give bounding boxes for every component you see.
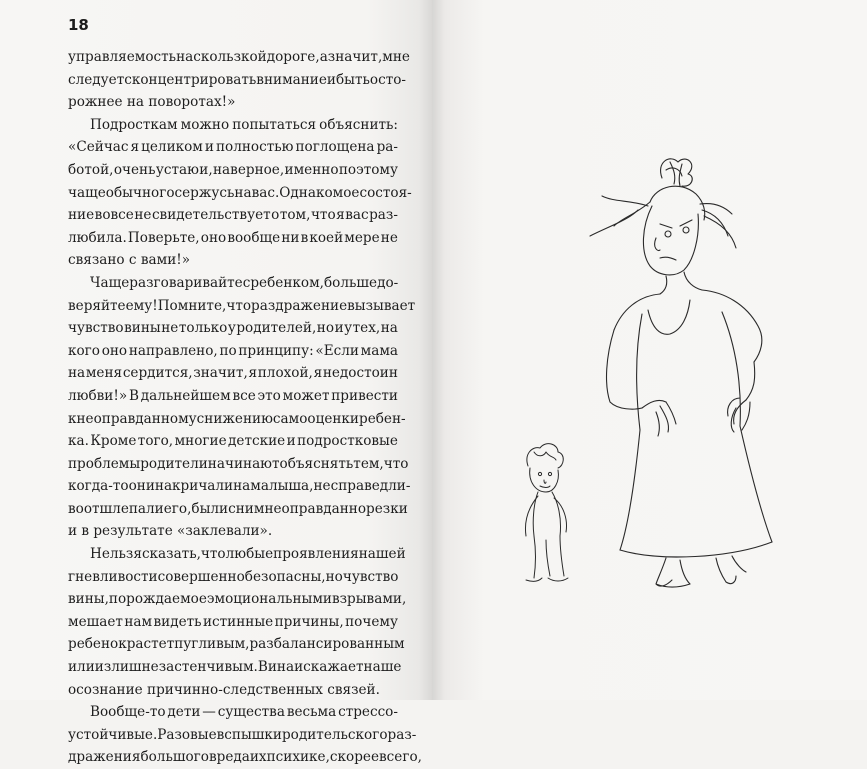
word: и — [204, 139, 214, 156]
word: мне — [382, 49, 410, 65]
word: взрывами, — [331, 591, 407, 608]
word: это — [257, 387, 281, 404]
text-line — [68, 656, 402, 679]
word: плохой, — [257, 365, 313, 382]
word: не — [161, 320, 179, 337]
word: нашей — [358, 546, 406, 563]
word: кого — [68, 342, 100, 359]
word: не — [380, 229, 398, 246]
text-line — [68, 385, 398, 408]
word: с — [242, 274, 251, 291]
text-line — [68, 159, 398, 182]
word: вины, — [68, 591, 109, 608]
word: управляемость — [68, 49, 177, 65]
word: ботой, — [68, 161, 114, 178]
word: Вина — [257, 659, 295, 676]
word: осто- — [369, 71, 407, 88]
page-number: 18 — [68, 16, 89, 34]
woman-hair — [590, 159, 736, 248]
text-line — [68, 633, 405, 656]
word: весьма — [286, 704, 337, 721]
word: — — [202, 704, 216, 721]
word: эмоциональными — [206, 591, 332, 608]
word: разговаривайте — [129, 274, 243, 291]
text-line — [68, 475, 411, 498]
word: того, — [137, 433, 174, 450]
word: значит, — [193, 365, 248, 382]
text-line: связано с вами!» — [68, 252, 191, 269]
word: но — [325, 568, 343, 585]
word: целиком — [141, 139, 203, 156]
word: я — [313, 365, 323, 382]
word: по — [219, 342, 237, 359]
word: наше — [363, 659, 402, 676]
word: застенчивым. — [158, 659, 258, 676]
word: родители — [140, 455, 208, 472]
text-line — [68, 724, 417, 747]
word: неоправданному — [76, 410, 197, 427]
word: мама — [360, 342, 398, 359]
word: на — [234, 184, 252, 201]
word: раз- — [369, 207, 398, 224]
word: дражения — [68, 749, 141, 766]
word: все — [232, 387, 256, 404]
word: очень — [113, 161, 156, 178]
word: и — [334, 320, 344, 337]
word: вас. — [251, 184, 280, 201]
word: чаще — [68, 184, 106, 201]
word: большого — [140, 749, 209, 766]
word: и, — [199, 161, 213, 178]
word: значит, — [327, 49, 383, 65]
word: что — [310, 207, 336, 224]
word: ребенок — [68, 636, 127, 653]
word: принципу: — [238, 342, 314, 359]
word: ему! — [125, 297, 158, 314]
word: порождаемое — [108, 591, 207, 608]
word: во — [68, 500, 84, 517]
text-line — [68, 746, 422, 769]
text-line — [68, 701, 398, 724]
word: разбалансированным — [249, 636, 405, 653]
word: мере — [344, 229, 380, 246]
word: следует — [68, 71, 125, 88]
word: состоя- — [359, 184, 412, 201]
word: самооценки — [272, 410, 359, 427]
word: веряйте — [68, 297, 126, 314]
word: малыша, — [250, 478, 314, 495]
word: ребен- — [359, 410, 406, 427]
text-line — [68, 543, 406, 566]
word: поэтому — [338, 161, 398, 178]
word: поглощена — [295, 139, 375, 156]
word: на — [68, 365, 86, 382]
text-line — [68, 611, 398, 634]
word: или — [68, 659, 95, 676]
word: В — [128, 387, 139, 404]
word: сержусь — [174, 184, 235, 201]
word: недостоин — [322, 365, 398, 382]
word: том, — [279, 207, 311, 224]
text-line — [68, 114, 398, 137]
word: дальнейшем — [140, 387, 231, 404]
word: накричали — [154, 478, 234, 495]
word: «Если — [315, 342, 359, 359]
word: именно — [284, 161, 339, 178]
word: больше — [323, 274, 378, 291]
word: скорее — [329, 749, 380, 766]
word: направлено, — [128, 342, 218, 359]
word: детские — [228, 433, 286, 450]
word: существа — [217, 704, 285, 721]
text-line — [68, 317, 398, 340]
word: объяснить: — [319, 116, 398, 133]
child-figure — [526, 444, 569, 582]
word: раз- — [387, 726, 417, 743]
left-page — [0, 0, 432, 766]
word: можно — [180, 116, 230, 133]
word: они — [128, 478, 155, 495]
word: стрессо- — [338, 704, 398, 721]
text-line — [68, 204, 398, 227]
word: я — [248, 365, 258, 382]
word: вспышки — [216, 726, 282, 743]
word: начинают — [207, 455, 280, 472]
word: нам — [124, 613, 153, 630]
word: его, — [163, 500, 192, 517]
word: оно — [101, 342, 128, 359]
word: но — [316, 320, 335, 337]
word: любви!» — [68, 387, 128, 404]
word: раздражение — [251, 297, 348, 314]
word: ние — [68, 207, 95, 224]
word: что — [226, 297, 252, 314]
text-line — [68, 430, 398, 453]
text-line — [68, 136, 398, 159]
woman-face — [643, 206, 698, 275]
word: Вообще-то — [90, 704, 166, 721]
text-line — [68, 69, 407, 92]
word: внимание — [256, 71, 327, 88]
word: к — [68, 410, 77, 427]
text-line — [68, 498, 408, 521]
word: любые — [225, 546, 274, 563]
word: привести — [331, 387, 398, 404]
text-line — [68, 227, 398, 250]
word: Чаще — [90, 274, 130, 291]
text-line — [68, 588, 407, 611]
word: объяснять — [279, 455, 354, 472]
word: что — [383, 455, 409, 472]
text-line — [68, 453, 409, 476]
woman-body — [607, 272, 772, 557]
word: на — [176, 49, 194, 65]
word: причины, — [274, 613, 344, 630]
word: быть — [335, 71, 370, 88]
word: у — [227, 320, 236, 337]
word: устаю — [155, 161, 199, 178]
word: свидетельствует — [151, 207, 271, 224]
word: полностью — [215, 139, 294, 156]
woman-legs — [656, 556, 746, 587]
word: я — [130, 139, 140, 156]
word: излишне — [94, 659, 159, 676]
text-line — [68, 272, 398, 295]
text-line: осознание причинно-следственных связей. — [68, 681, 380, 698]
word: родителей, — [236, 320, 317, 337]
word: только — [178, 320, 228, 337]
word: «Сейчас — [68, 139, 129, 156]
word: всего, — [379, 749, 422, 766]
word: тем, — [353, 455, 384, 472]
word: Помните, — [157, 297, 227, 314]
word: с — [228, 500, 236, 517]
word: может — [282, 387, 330, 404]
text-line — [68, 566, 398, 589]
word: ра- — [376, 139, 398, 156]
word: не — [134, 207, 152, 224]
word: и — [326, 71, 336, 88]
word: о — [271, 207, 280, 224]
word: безопасны, — [244, 568, 326, 585]
word: отшлепали — [83, 500, 164, 517]
word: резки — [366, 500, 408, 517]
word: и — [286, 433, 296, 450]
word: вреда — [208, 749, 250, 766]
word: Нельзя — [90, 546, 142, 563]
word: подростковые — [297, 433, 398, 450]
word: их — [249, 749, 267, 766]
word: вины — [124, 320, 161, 337]
word: вас — [345, 207, 369, 224]
text-line — [68, 295, 416, 318]
word: когда-то — [68, 478, 129, 495]
word: вызывает — [347, 297, 416, 314]
word: пугливым, — [174, 636, 250, 653]
word: сконцентрировать — [124, 71, 257, 88]
text-line: рожнее на поворотах!» — [68, 94, 236, 111]
text-line — [68, 46, 410, 69]
word: искажает — [294, 659, 364, 676]
word: неоправданно — [264, 500, 367, 517]
word: Однако — [279, 184, 333, 201]
text-line — [68, 362, 398, 385]
word: Разовые — [157, 726, 217, 743]
word: Поверьте, — [127, 229, 200, 246]
word: растет — [126, 636, 175, 653]
word: коей — [309, 229, 344, 246]
word: мое — [332, 184, 360, 201]
word: Подросткам — [90, 116, 178, 133]
word: сердится, — [122, 365, 193, 382]
word: дороге, — [266, 49, 320, 65]
word: мешает — [68, 613, 123, 630]
word: истинные — [202, 613, 274, 630]
word: у — [344, 320, 353, 337]
illustration-angry-mother-and-child — [510, 140, 810, 600]
word: устойчивые. — [68, 726, 158, 743]
word: ним — [235, 500, 265, 517]
text-line — [68, 408, 406, 431]
word: на — [380, 320, 398, 337]
word: а — [319, 49, 328, 65]
word: дети — [167, 704, 201, 721]
text-line: и в результате «заклевали». — [68, 523, 273, 540]
word: попытаться — [232, 116, 317, 133]
word: несправедли- — [313, 478, 411, 495]
word: в — [300, 229, 309, 246]
word: ка. — [68, 433, 89, 450]
word: сказать, — [141, 546, 201, 563]
word: что — [200, 546, 226, 563]
word: родительского — [281, 726, 388, 743]
word: я — [336, 207, 345, 224]
text-line — [68, 340, 398, 363]
word: чувство — [342, 568, 399, 585]
word: наверное, — [213, 161, 285, 178]
word: Кроме — [90, 433, 137, 450]
word: снижению — [196, 410, 273, 427]
word: вовсе — [94, 207, 134, 224]
word: многие — [174, 433, 227, 450]
word: до- — [377, 274, 399, 291]
word: проблемы — [68, 455, 141, 472]
word: почему — [345, 613, 398, 630]
word: были — [191, 500, 229, 517]
text-line — [68, 182, 412, 205]
word: вообще — [227, 229, 281, 246]
word: ребенком, — [250, 274, 324, 291]
word: видеть — [153, 613, 202, 630]
word: ни — [281, 229, 300, 246]
word: обычного — [105, 184, 175, 201]
word: тех, — [352, 320, 381, 337]
word: проявления — [273, 546, 359, 563]
body-text — [68, 46, 422, 769]
word: психике, — [266, 749, 330, 766]
word: оно — [200, 229, 227, 246]
word: меня — [85, 365, 123, 382]
word: любила. — [68, 229, 127, 246]
word: скользкой — [193, 49, 267, 65]
word: совершенно — [157, 568, 245, 585]
word: на — [233, 478, 251, 495]
word: чувство — [68, 320, 124, 337]
word: гневливости — [68, 568, 158, 585]
